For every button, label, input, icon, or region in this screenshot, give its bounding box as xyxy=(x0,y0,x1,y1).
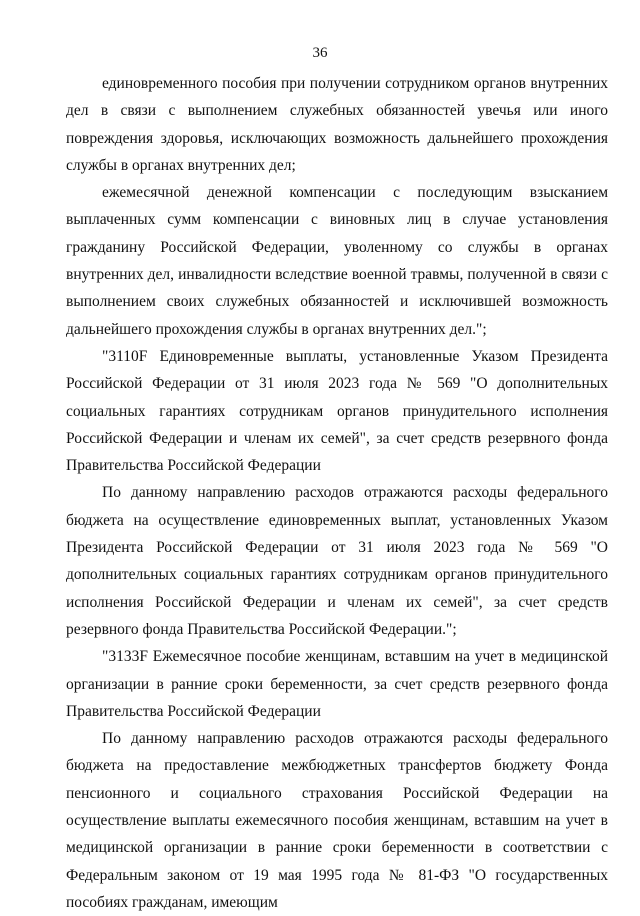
paragraph-3110f-description: По данному направлению расходов отражаются расходы федерального бюджета на осуществление единовременных выплат, установленных Указом Президента Российской Федерации от 31 июля 2023 года № 569 "О дополнительных социальных гарантиях сотрудникам органов принудительного исполнения Российской Федерации и членам их семей", за счет средств резервного фонда Правительства Российской Федерации."; xyxy=(66,484,608,638)
paragraph-lump-sum-benefit: единовременного пособия при получении сотрудником органов внутренних дел в связи с выполнением служебных обязанностей увечья или иного повреждения здоровья, исключающих возможность дальнейшего прохождения службы в органах внутренних дел; xyxy=(66,75,608,174)
paragraph-3110f-heading: "3110F Единовременные выплаты, установленные Указом Президента Российской Федерации от 31 июля 2023 года № 569 "О дополнительных социальных гарантиях сотрудникам органов принудительного исполнения Российской Федерации и членам их семей", за счет средств резервного фонда Правительства Российской Федерации xyxy=(66,347,608,475)
document-body xyxy=(66,70,608,916)
page-number: 36 xyxy=(312,45,328,61)
paragraph-3133f-description: По данному направлению расходов отражаются расходы федерального бюджета на предоставление межбюджетных трансфертов бюджету Фонда пенсионного и социального страхования Российской Федерации на осуществление выплаты ежемесячного пособия женщинам, вставшим на учет в медицинской организации в ранние сроки беременности в соответствии с Федеральным законом от 19 мая 1995 года № 81-ФЗ "О государственных пособиях гражданам, имеющим xyxy=(66,730,608,911)
paragraph-monthly-compensation: ежемесячной денежной компенсации с последующим взысканием выплаченных сумм компенсации с виновных лиц в случае установления гражданину Российской Федерации, уволенному со службы в органах внутренних дел, инвалидности вследствие военной травмы, полученной в связи с выполнением своих служебных обязанностей и исключившей возможность дальнейшего прохождения службы в органах внутренних дел."; xyxy=(66,184,608,338)
paragraph-3133f-heading: "3133F Ежемесячное пособие женщинам, вставшим на учет в медицинской организации в ранние сроки беременности, за счет средств резервного фонда Правительства Российской Федерации xyxy=(66,648,608,720)
